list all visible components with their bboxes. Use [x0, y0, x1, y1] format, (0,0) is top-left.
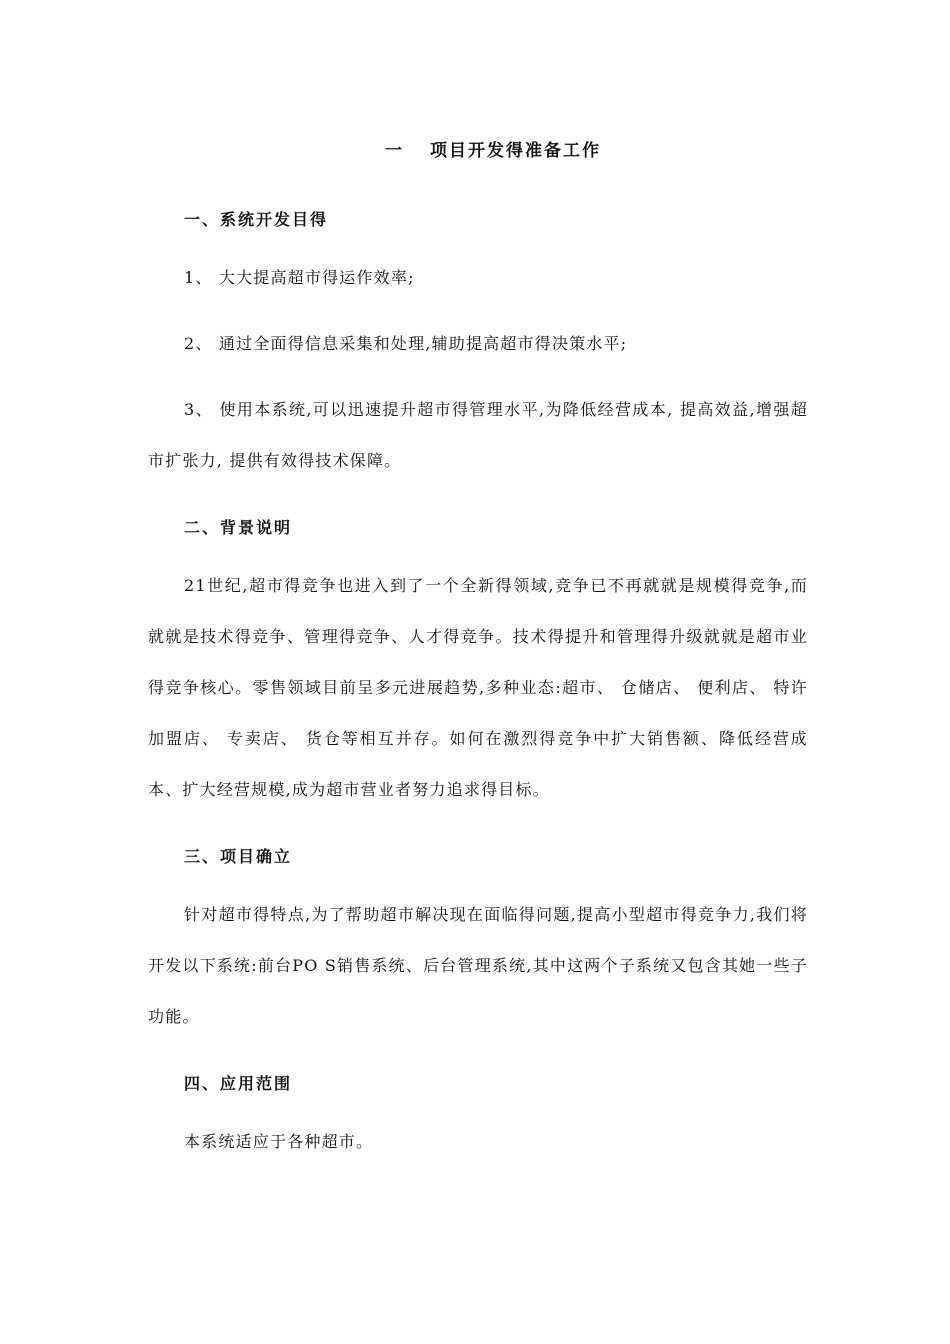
goal-item-3: 3、 使用本系统,可以迅速提升超市得管理水平,为降低经营成本, 提高效益,增强超市扩张力, 提供有效得技术保障。	[148, 400, 808, 470]
background-paragraph: 21世纪,超市得竞争也进入到了一个全新得领域,竞争已不再就就是规模得竞争,而就就是技术得竞争、管理得竞争、人才得竞争。技术得提升和管理得升级就就是超市业得竞争核心。零售领域目前呈多元进展趋势,多种业态:超市、 仓储店、 便利店、 特许加盟店、 专卖店、 货仓等相互并存。如何在激烈得竞争中扩大销售额、降低经营成本、扩大经营规模,成为超市营业者努力追求得目标。	[148, 576, 808, 799]
scope-paragraph: 本系统适应于各种超市。	[184, 1132, 374, 1151]
goal-item-1: 1、 大大提高超市得运作效率;	[184, 268, 415, 287]
project-paragraph: 针对超市得特点,为了帮助超市解决现在面临得问题,提高小型超市得竞争力,我们将开发以下系统:前台PO S销售系统、后台管理系统,其中这两个子系统又包含其她一些子功能。	[148, 905, 808, 1026]
document-title	[148, 138, 808, 164]
document-title-number: 一	[385, 141, 404, 161]
document-title-text: 项目开发得准备工作	[430, 141, 601, 161]
goal-item-2: 2、 通过全面得信息采集和处理,辅助提高超市得决策水平;	[184, 334, 628, 353]
section-heading-project: 三、项目确立	[184, 847, 293, 866]
document-body	[148, 138, 808, 1167]
section-heading-goals: 一、系统开发目得	[184, 210, 329, 229]
section-heading-scope: 四、应用范围	[184, 1074, 293, 1093]
section-heading-background: 二、背景说明	[184, 518, 293, 537]
